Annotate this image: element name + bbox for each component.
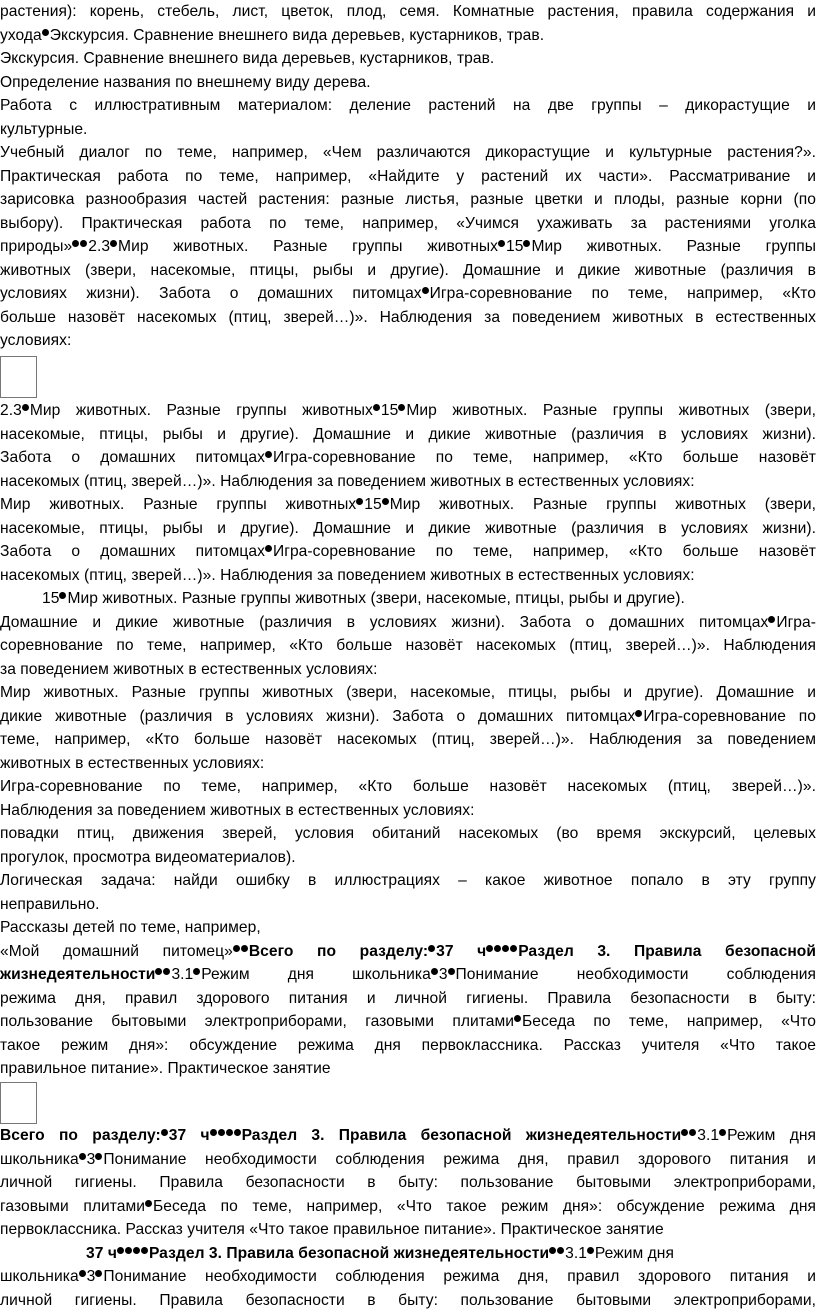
text-span: Мир животных. Разные группы животных (звери, — [406, 402, 816, 419]
bullet-icon — [145, 1200, 152, 1207]
bullet-icon — [768, 616, 775, 623]
text-line: Мир животных. Разные группы животных (звери, насекомые, птицы, рыбы и другие). Домашние и — [0, 681, 816, 705]
text-span: Забота о домашних питомцах — [0, 449, 265, 466]
text-line — [0, 1124, 816, 1148]
text-line — [0, 540, 816, 564]
text-line: насекомых (птиц, зверей…)». Наблюдения за поведением животных в естественных условиях: — [0, 470, 816, 494]
text-line: животных в естественных условиях: — [0, 752, 816, 776]
text-span: Мир животных. Разные группы животных — [118, 238, 498, 255]
bullet-icon — [431, 968, 438, 975]
text-line: условиях: — [0, 329, 816, 353]
text-line: за поведением животных в естественных условиях: — [0, 658, 816, 682]
text-span: Понимание необходимости соблюдения режима дня, правил здорового питания и — [103, 1268, 816, 1285]
bullet-icon — [502, 945, 509, 952]
bullet-icon — [125, 1247, 132, 1254]
text-line — [0, 587, 816, 611]
bullet-icon — [59, 592, 66, 599]
text-span: условиях жизни). Забота о домашних питомцах — [0, 285, 422, 302]
bullet-icon — [110, 240, 117, 247]
bullet-icon — [422, 287, 429, 294]
text-line: больше назовёт насекомых (птиц, зверей…)». Наблюдения за поведением животных в естественных — [0, 306, 816, 330]
bullet-icon — [486, 945, 493, 952]
bullet-icon — [163, 968, 170, 975]
text-span: Игра-соревнование по теме, например, «Кто — [430, 285, 816, 302]
text-span: Мир животных. Разные группы животных (звери, — [390, 496, 816, 513]
text-line — [0, 611, 816, 635]
text-line: насекомые, птицы, рыбы и другие). Домашние и дикие животные (различия в условиях жизни). — [0, 423, 816, 447]
text-span: Беседа по теме, например, «Что такое режим дня»: обсуждение режима дня — [153, 1198, 816, 1215]
bullet-icon — [635, 710, 642, 717]
text-span: Режим дня — [595, 1245, 674, 1262]
bullet-icon — [42, 29, 49, 36]
bullet-icon — [95, 1270, 102, 1277]
section-total-label: Всего по разделу: — [0, 1127, 161, 1144]
text-span: Мир животных. Разные группы животных (звери, насекомые, птицы, рыбы и другие). — [67, 590, 684, 607]
bullet-icon — [226, 1129, 233, 1136]
bullet-icon — [161, 1129, 168, 1136]
bullet-icon — [398, 404, 405, 411]
section-total-label: Всего по разделу: — [249, 943, 428, 960]
bullet-icon — [79, 1153, 86, 1160]
text-line — [0, 1242, 816, 1266]
text-line: насекомых (птиц, зверей…)». Наблюдения за поведением животных в естественных условиях: — [0, 564, 816, 588]
bullet-icon — [79, 1270, 86, 1277]
text-line: режима дня, правил здорового питания и личной гигиены. Правила безопасности в быту: — [0, 987, 816, 1011]
hours-label: 37 ч — [436, 943, 486, 960]
text-line: насекомые, птицы, рыбы и другие). Домашние и дикие животные (различия в условиях жизни). — [0, 517, 816, 541]
bullet-icon — [141, 1247, 148, 1254]
text-line: соревнование по теме, например, «Кто больше назовёт насекомых (птиц, зверей…)». Наблюдения — [0, 634, 816, 658]
bullet-icon — [549, 1247, 556, 1254]
text-span: 2.3 — [88, 238, 110, 255]
text-line: зарисовка разнообразия частей растения: разные листья, разные цветки и плоды, разные корни (по — [0, 188, 816, 212]
text-line: правильное питание». Практическое занятие — [0, 1057, 816, 1081]
text-span: природы» — [0, 238, 72, 255]
hours-label: 37 ч — [169, 1127, 210, 1144]
text-span: 15 — [381, 402, 398, 419]
text-span: 3.1 — [171, 966, 193, 983]
text-line: растения): корень, стебель, лист, цветок, плод, семя. Комнатные растения, правила содержания и — [0, 0, 816, 24]
text-line — [0, 1265, 816, 1289]
text-line: личной гигиены. Правила безопасности в быту: пользование бытовыми электроприборами, — [0, 1171, 816, 1195]
bullet-icon — [265, 451, 272, 458]
text-span: Игра-соревнование по теме, например, «Кто больше назовёт — [273, 449, 816, 466]
text-line: выбору). Практическая работа по теме, например, «Учимся ухаживать за растениями уголка — [0, 212, 816, 236]
text-span: 15 — [364, 496, 381, 513]
bullet-icon — [689, 1129, 696, 1136]
text-span: школьника — [0, 1151, 79, 1168]
image-placeholder — [0, 356, 37, 398]
text-line — [0, 1148, 816, 1172]
bullet-icon — [72, 240, 79, 247]
text-span: Забота о домашних питомцах — [0, 543, 265, 560]
text-span: 2.3 — [0, 402, 22, 419]
bullet-icon — [80, 240, 87, 247]
text-line — [0, 940, 816, 964]
text-line: Наблюдения за поведением животных в естественных условиях: — [0, 799, 816, 823]
text-span: 3.1 — [697, 1127, 719, 1144]
text-line: Игра-соревнование по теме, например, «Кто больше назовёт насекомых (птиц, зверей…)». — [0, 775, 816, 799]
text-span: 3 — [87, 1151, 96, 1168]
text-span: Экскурсия. Сравнение внешнего вида деревьев, кустарников, трав. — [50, 27, 544, 44]
text-line — [0, 446, 816, 470]
text-line: Практическая работа по теме, например, «Найдите у растений их части». Рассматривание и — [0, 165, 816, 189]
text-span: 3 — [439, 966, 448, 983]
text-span: 15 — [506, 238, 523, 255]
text-span: 3 — [87, 1268, 96, 1285]
image-placeholder — [0, 1082, 37, 1124]
text-line — [0, 493, 816, 517]
bullet-icon — [210, 1129, 217, 1136]
text-span: школьника — [0, 1268, 79, 1285]
text-line: Работа с иллюстративным материалом: деление растений на две группы – дикорастущие и — [0, 94, 816, 118]
text-line: первоклассника. Рассказ учителя «Что такое правильное питание». Практическое занятие — [0, 1218, 816, 1242]
text-line — [0, 399, 816, 423]
text-line — [0, 705, 816, 729]
text-line: животных (звери, насекомые, птицы, рыбы и другие). Домашние и дикие животные (различия в — [0, 259, 816, 283]
text-span: Мир животных. Разные группы — [531, 238, 816, 255]
text-line: Учебный диалог по теме, например, «Чем различаются дикорастущие и культурные растения?». — [0, 141, 816, 165]
text-span: Игра-соревнование по — [643, 708, 816, 725]
bullet-icon — [133, 1247, 140, 1254]
text-line: повадки птиц, движения зверей, условия обитаний насекомых (во время экскурсий, целевых — [0, 822, 816, 846]
text-line — [0, 1195, 816, 1219]
section-heading: Раздел 3. Правила безопасной жизнедеятельности — [242, 1127, 682, 1144]
bullet-icon — [557, 1247, 564, 1254]
text-span: Игра- — [776, 614, 816, 631]
text-line: теме, например, «Кто больше назовёт насекомых (птиц, зверей…)». Наблюдения за поведением — [0, 728, 816, 752]
bullet-icon — [356, 498, 363, 505]
section-heading: Раздел 3. Правила безопасной — [518, 943, 816, 960]
bullet-icon — [218, 1129, 225, 1136]
bullet-icon — [523, 240, 530, 247]
text-span: ухода — [0, 27, 42, 44]
text-span: газовыми плитами — [0, 1198, 145, 1215]
bullet-icon — [117, 1247, 124, 1254]
text-line: Рассказы детей по теме, например, — [0, 916, 816, 940]
text-span: Беседа по теме, например, «Что — [522, 1013, 816, 1030]
text-span: Понимание необходимости соблюдения режима дня, правил здорового питания и — [103, 1151, 816, 1168]
bullet-icon — [681, 1129, 688, 1136]
bullet-icon — [373, 404, 380, 411]
bullet-icon — [428, 945, 435, 952]
bullet-icon — [95, 1153, 102, 1160]
text-line: Определение названия по внешнему виду дерева. — [0, 71, 816, 95]
text-line — [0, 24, 816, 48]
text-line — [0, 963, 816, 987]
bullet-icon — [587, 1247, 594, 1254]
bullet-icon — [514, 1015, 521, 1022]
text-span: Мир животных. Разные группы животных — [0, 496, 356, 513]
bullet-icon — [498, 240, 505, 247]
text-span: Игра-соревнование по теме, например, «Кто больше назовёт — [273, 543, 816, 560]
text-span: Мир животных. Разные группы животных — [30, 402, 373, 419]
text-span: дикие животные (различия в условиях жизни). Забота о домашних питомцах — [0, 708, 635, 725]
bullet-icon — [382, 498, 389, 505]
text-span: 3.1 — [565, 1245, 587, 1262]
text-line: личной гигиены. Правила безопасности в быту: пользование бытовыми электроприборами, — [0, 1289, 816, 1312]
text-span: пользование бытовыми электроприборами, газовыми плитами — [0, 1013, 514, 1030]
text-span: «Мой домашний питомец» — [0, 943, 233, 960]
text-line: культурные. — [0, 118, 816, 142]
bullet-icon — [265, 545, 272, 552]
text-line: Логическая задача: найди ошибку в иллюстрациях – какое животное попало в эту группу — [0, 869, 816, 893]
bullet-icon — [193, 968, 200, 975]
hours-label: 37 ч — [86, 1245, 117, 1262]
bullet-icon — [241, 945, 248, 952]
bullet-icon — [233, 945, 240, 952]
bullet-icon — [155, 968, 162, 975]
text-line — [0, 1010, 816, 1034]
bullet-icon — [494, 945, 501, 952]
text-line: неправильно. — [0, 893, 816, 917]
text-span: Режим дня — [727, 1127, 816, 1144]
section-heading: Раздел 3. Правила безопасной жизнедеятельности — [149, 1245, 549, 1262]
bullet-icon — [448, 968, 455, 975]
text-line: прогулок, просмотра видеоматериалов). — [0, 846, 816, 870]
text-line — [0, 282, 816, 306]
text-span: Домашние и дикие животные (различия в условиях жизни). Забота о домашних питомцах — [0, 614, 768, 631]
text-line: Экскурсия. Сравнение внешнего вида деревьев, кустарников, трав. — [0, 47, 816, 71]
text-line — [0, 235, 816, 259]
bullet-icon — [510, 945, 517, 952]
bullet-icon — [234, 1129, 241, 1136]
bullet-icon — [719, 1129, 726, 1136]
text-span: Понимание необходимости соблюдения — [456, 966, 816, 983]
text-span: 15 — [42, 590, 59, 607]
text-line: такое режим дня»: обсуждение режима дня первоклассника. Рассказ учителя «Что такое — [0, 1034, 816, 1058]
section-heading: жизнедеятельности — [0, 966, 155, 983]
text-span: Режим дня школьника — [201, 966, 431, 983]
bullet-icon — [22, 404, 29, 411]
